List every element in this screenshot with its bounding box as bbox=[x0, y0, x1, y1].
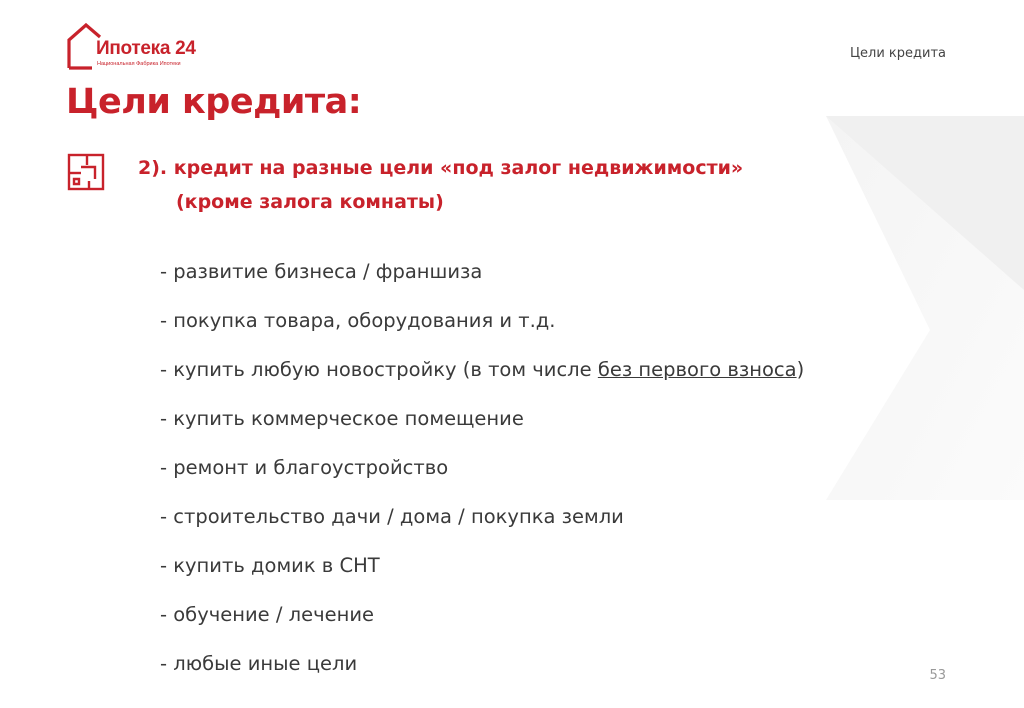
subtitle-line-1: 2). кредит на разные цели «под залог недвижимости» bbox=[138, 157, 744, 179]
list-item: - любые иные цели bbox=[160, 652, 358, 675]
list-item-text-end: ) bbox=[796, 358, 805, 381]
header-section-label: Цели кредита bbox=[849, 46, 946, 61]
list-item: - ремонт и благоустройство bbox=[160, 456, 449, 479]
list-item: - развитие бизнеса / франшиза bbox=[160, 260, 483, 283]
list-item: - купить коммерческое помещение bbox=[160, 407, 524, 430]
loan-goals-list bbox=[160, 256, 804, 697]
underlined-link-text[interactable]: без первого взноса bbox=[597, 358, 797, 381]
floor-plan-icon bbox=[67, 153, 105, 191]
logo-name: Ипотека 24 bbox=[96, 38, 196, 59]
list-item: - купить домик в СНТ bbox=[160, 554, 380, 577]
list-item: - обучение / лечение bbox=[160, 603, 375, 626]
company-logo[interactable] bbox=[66, 22, 216, 70]
page-number: 53 bbox=[929, 668, 946, 683]
logo-tagline: Национальная Фабрика Ипотеки bbox=[97, 61, 181, 67]
subtitle bbox=[138, 151, 743, 219]
page-title: Цели кредита: bbox=[66, 82, 362, 122]
subtitle-line-2: (кроме залога комнаты) bbox=[176, 191, 444, 213]
list-item bbox=[160, 354, 804, 403]
list-item: - строительство дачи / дома / покупка земли bbox=[160, 505, 624, 528]
list-item-text: - купить любую новостройку (в том числе bbox=[160, 358, 598, 381]
list-item: - покупка товара, оборудования и т.д. bbox=[160, 309, 556, 332]
